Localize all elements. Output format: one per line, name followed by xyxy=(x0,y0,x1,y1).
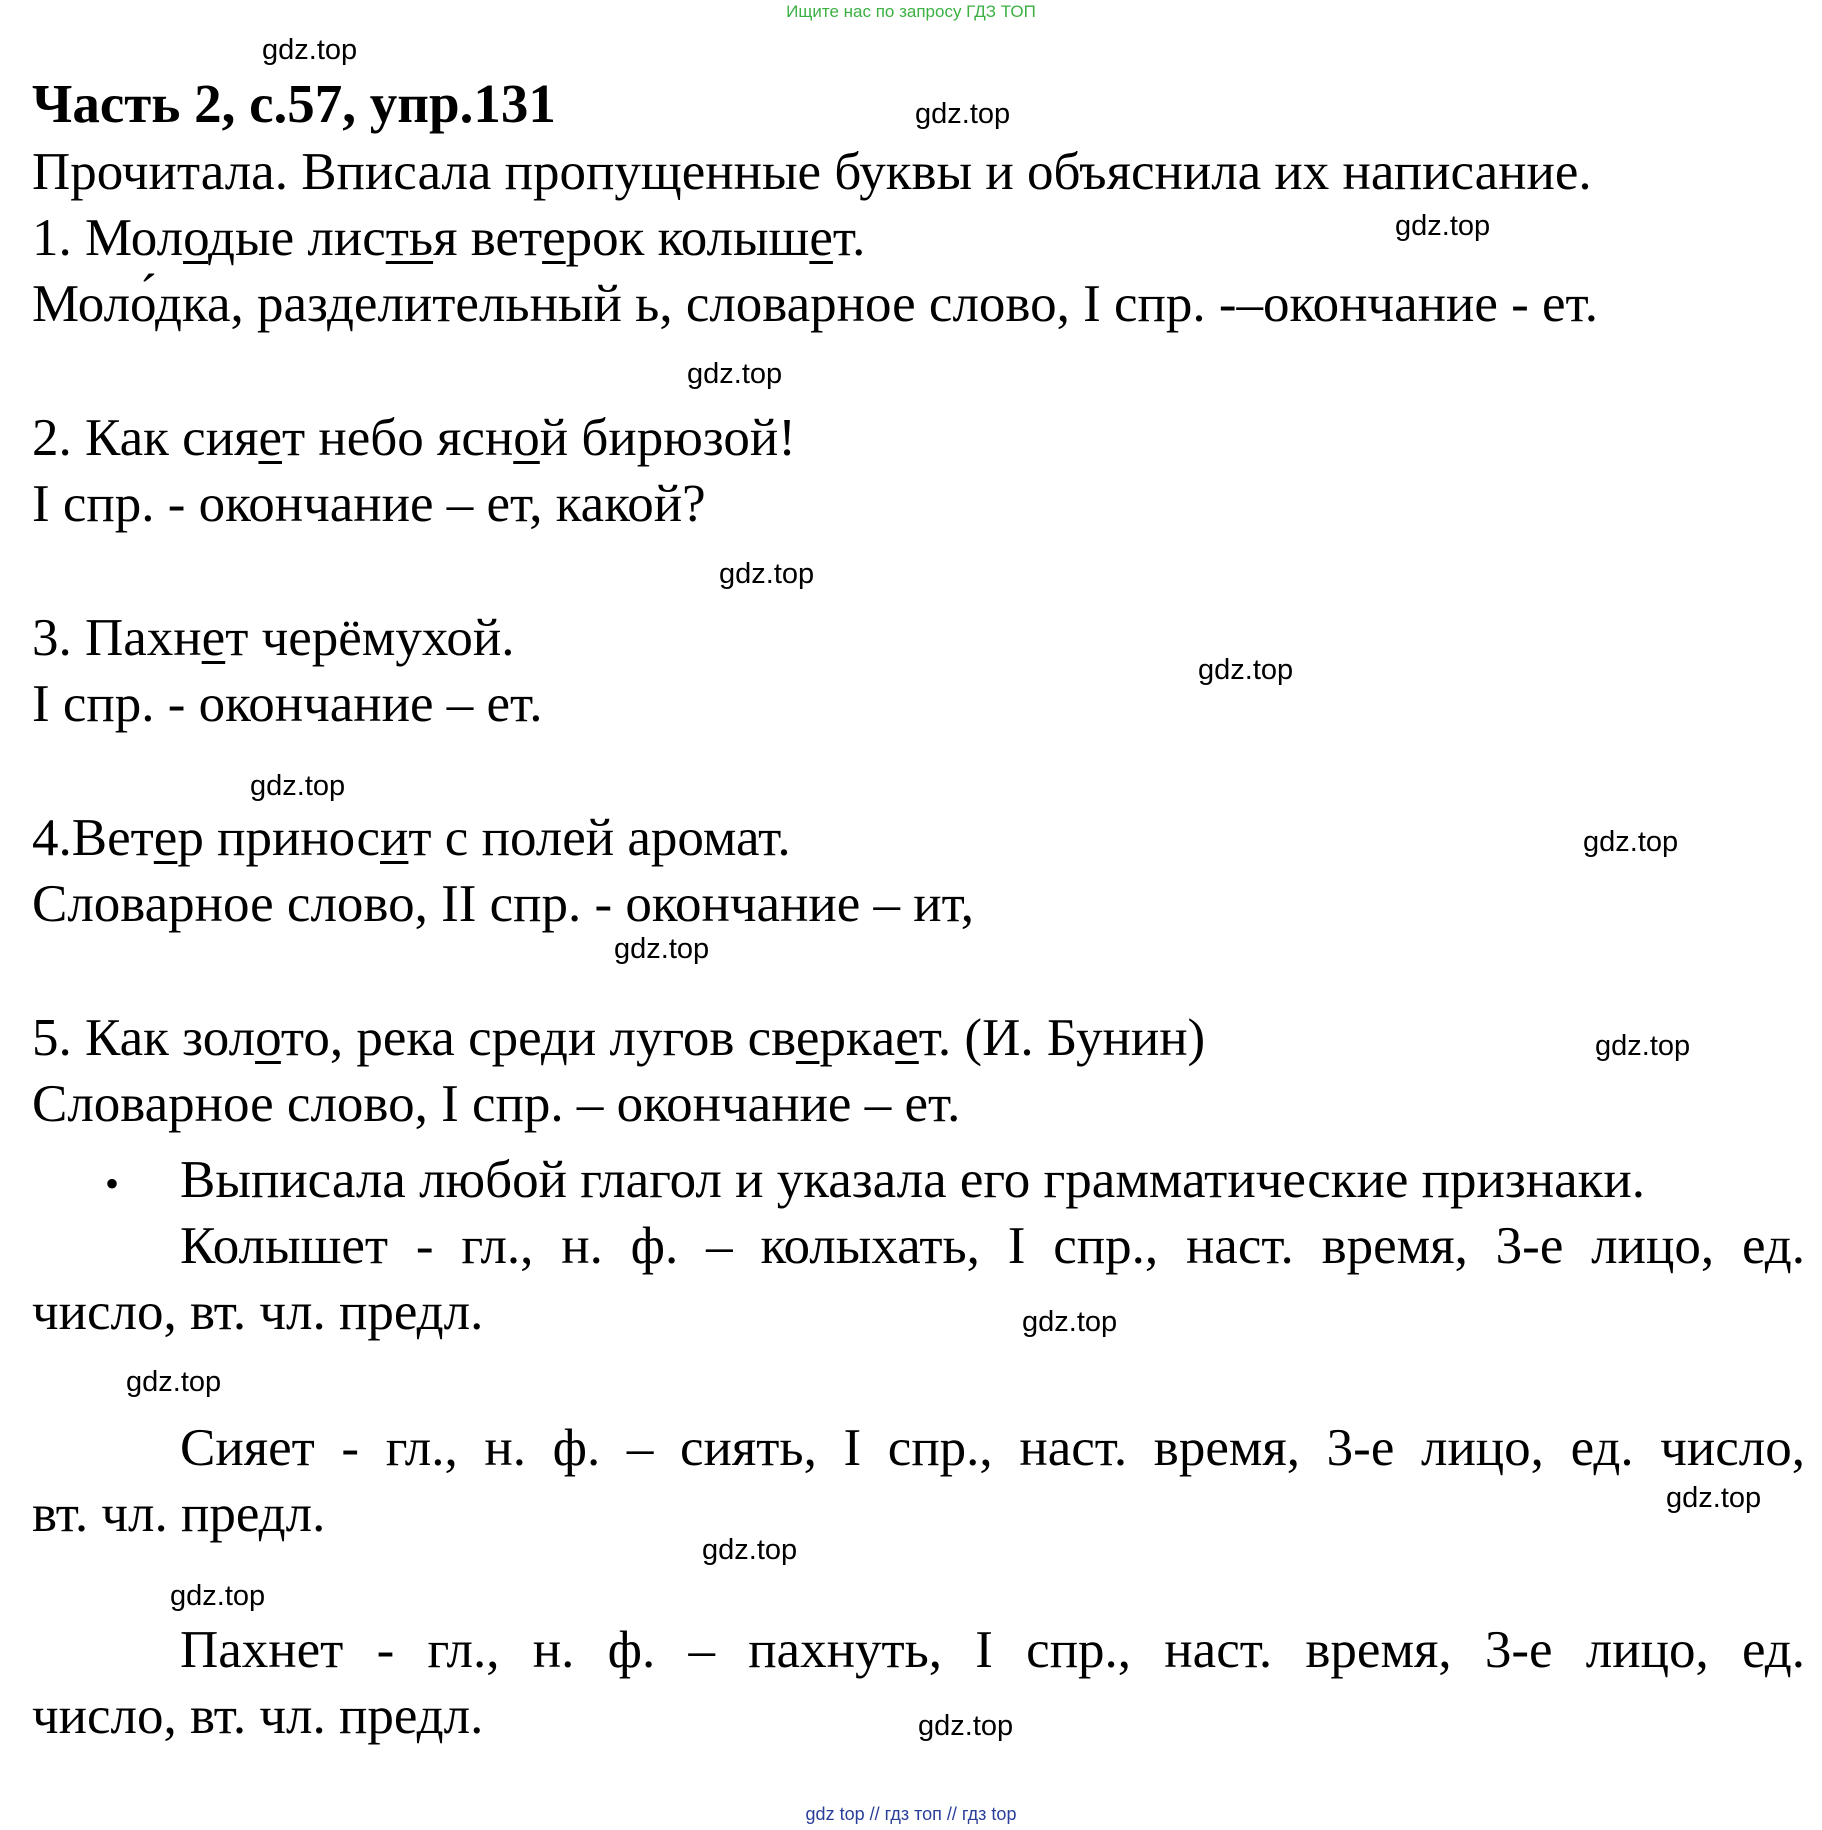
analysis-1-line1: Колышет - гл., н. ф. – колыхать, I спр., наст. время, 3-е лицо, ед. xyxy=(180,1217,1805,1275)
analysis-2-line2: вт. чл. предл. xyxy=(32,1485,326,1543)
footer: gdz top // гдз топ // гдз top xyxy=(805,1804,1017,1824)
watermark: gdz.top xyxy=(1022,1306,1118,1338)
explanation-3: I спр. - окончание – ет. xyxy=(32,675,543,733)
sentence-4 xyxy=(32,808,791,868)
sentence-text: ркa xyxy=(819,1009,896,1067)
inserted-letter: ть xyxy=(385,209,434,267)
top-banner: Ищите нас по запросу ГДЗ ТОП xyxy=(786,2,1036,21)
inserted-letter: е xyxy=(201,609,226,667)
sentence-3 xyxy=(32,608,514,668)
sentence-text: то, река среди лугов св xyxy=(280,1009,796,1067)
inserted-letter: е xyxy=(809,209,833,267)
watermark: gdz.top xyxy=(614,933,710,965)
sentence-text: 1. Мол xyxy=(32,209,184,267)
inserted-letter: е xyxy=(258,409,282,467)
watermark: gdz.top xyxy=(687,358,783,390)
inserted-letter: о xyxy=(513,409,540,467)
inserted-letter: е xyxy=(153,809,178,867)
analysis-2-line1: Сияет - гл., н. ф. – сиять, I спр., наст. время, 3-е лицо, ед. число, xyxy=(180,1419,1805,1477)
watermark: gdz.top xyxy=(702,1534,798,1566)
sentence-text: т. (И. Бунин) xyxy=(918,1009,1206,1067)
sentence-text: т небо ясн xyxy=(281,409,514,467)
inserted-letter: о xyxy=(255,1009,281,1067)
sentence-text: й бирюзой! xyxy=(539,409,796,467)
explanation-1: Моло́дка, разделительный ь, словарное слово, I спр. -–окончание - ет. xyxy=(32,275,1598,333)
sentence-text: р принос xyxy=(177,809,381,867)
inserted-letter: и xyxy=(380,809,409,867)
analysis-3-line2: число, вт. чл. предл. xyxy=(32,1687,484,1745)
analysis-3-line1: Пахнет - гл., н. ф. – пахнуть, I спр., наст. время, 3-е лицо, ед. xyxy=(180,1621,1805,1679)
page-title: Часть 2, с.57, упр.131 xyxy=(32,73,556,134)
watermark: gdz.top xyxy=(1595,1030,1691,1062)
sentence-text: т с полей аромат. xyxy=(408,809,791,867)
watermark: gdz.top xyxy=(250,770,346,802)
sentence-text: 3. Пахн xyxy=(32,609,202,667)
inserted-letter: о xyxy=(183,209,209,267)
sentence-text: дые лис xyxy=(208,209,386,267)
explanation-5: Словарное слово, I спр. – окончание – ет. xyxy=(32,1075,961,1133)
watermark: gdz.top xyxy=(719,558,815,590)
watermark: gdz.top xyxy=(918,1710,1014,1742)
watermark: gdz.top xyxy=(1666,1482,1762,1514)
sentence-text: рок колыш xyxy=(565,209,810,267)
watermark: gdz.top xyxy=(126,1366,222,1398)
watermark: gdz.top xyxy=(1583,826,1679,858)
bullet-marker: • xyxy=(105,1161,120,1206)
sentence-text: я вет xyxy=(433,209,543,267)
analysis-1-line2: число, вт. чл. предл. xyxy=(32,1283,484,1341)
sentence-text: т. xyxy=(832,209,866,267)
sentence-text: 2. Как сия xyxy=(32,409,259,467)
sentence-text: 4.Вет xyxy=(32,809,154,867)
watermark: gdz.top xyxy=(1198,654,1294,686)
sentence-text: 5. Как зол xyxy=(32,1009,256,1067)
explanation-4: Словарное слово, II спр. - окончание – ит, xyxy=(32,875,975,933)
watermark: gdz.top xyxy=(262,34,358,66)
explanation-2: I спр. - окончание – ет, какой? xyxy=(32,475,706,533)
intro-text: Прочитала. Вписала пропущенные буквы и объяснила их написание. xyxy=(32,143,1592,201)
bullet-text: Выписала любой глагол и указала его грамматические признаки. xyxy=(180,1151,1646,1209)
inserted-letter: е xyxy=(542,209,566,267)
sentence-2 xyxy=(32,408,796,468)
sentence-5 xyxy=(32,1008,1205,1068)
watermark: gdz.top xyxy=(1395,210,1491,242)
sentence-text: т черёмухой. xyxy=(225,609,515,667)
watermark: gdz.top xyxy=(915,98,1011,130)
watermark: gdz.top xyxy=(170,1580,266,1612)
inserted-letter: е xyxy=(895,1009,919,1067)
sentence-1 xyxy=(32,208,865,268)
inserted-letter: е xyxy=(795,1009,820,1067)
